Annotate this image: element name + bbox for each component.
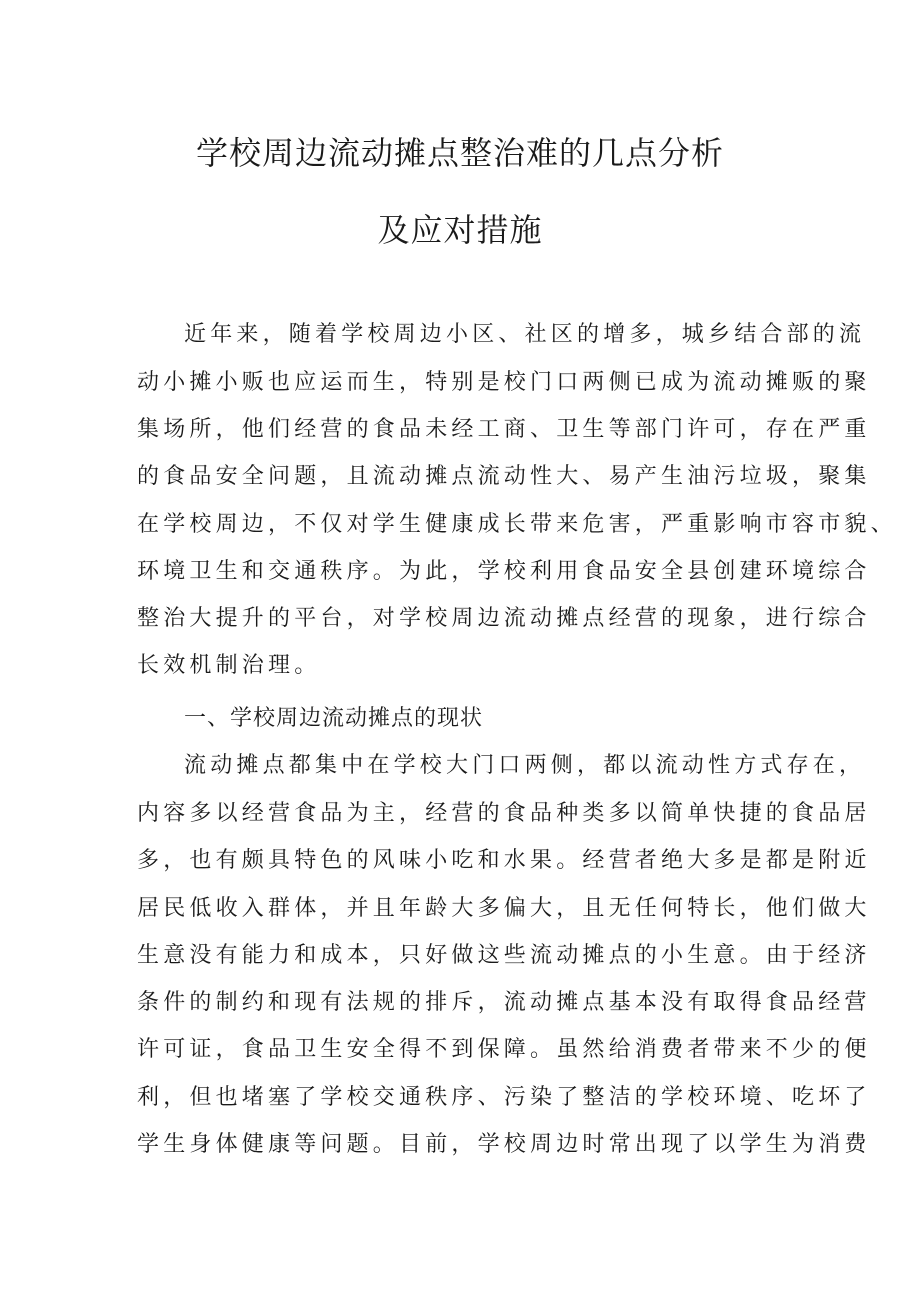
- paragraph-1-line: 在学校周边，不仅对学生健康成长带来危害，严重影响市容市貌、: [137, 512, 897, 537]
- paragraph-2-line: 居民低收入群体，并且年龄大多偏大，且无任何特长，他们做大: [137, 896, 871, 921]
- paragraph-2-line: 利，但也堵塞了学校交通秩序、污染了整洁的学校环境、吃坏了: [137, 1085, 871, 1110]
- paragraph-2-line: 多，也有颇具特色的风味小吃和水果。经营者绝大多是都是附近: [137, 848, 871, 873]
- paragraph-1-line: 动小摊小贩也应运而生，特别是校门口两侧已成为流动摊贩的聚: [137, 370, 871, 395]
- paragraph-2-line: 内容多以经营食品为主，经营的食品种类多以简单快捷的食品居: [137, 801, 871, 826]
- paragraph-1-line: 的食品安全问题，且流动摊点流动性大、易产生油污垃圾，聚集: [137, 464, 871, 489]
- document-title-line-2: 及应对措施: [377, 211, 543, 249]
- section-heading: 一、学校周边流动摊点的现状: [184, 706, 484, 731]
- paragraph-1-line: 近年来，随着学校周边小区、社区的增多，城乡结合部的流: [184, 322, 866, 347]
- paragraph-1-line: 环境卫生和交通秩序。为此，学校利用食品安全县创建环境综合: [137, 559, 871, 584]
- paragraph-2-line: 流动摊点都集中在学校大门口两侧，都以流动性方式存在，: [184, 753, 866, 778]
- paragraph-1-line: 集场所，他们经营的食品未经工商、卫生等部门许可，存在严重: [137, 417, 871, 442]
- paragraph-2-line: 学生身体健康等问题。目前，学校周边时常出现了以学生为消费: [137, 1132, 871, 1157]
- document-title-line-1: 学校周边流动摊点整治难的几点分析: [195, 134, 724, 172]
- paragraph-2-line: 许可证，食品卫生安全得不到保障。虽然给消费者带来不少的便: [137, 1037, 871, 1062]
- paragraph-1-line: 长效机制治理。: [137, 653, 321, 678]
- paragraph-2-line: 条件的制约和现有法规的排斥，流动摊点基本没有取得食品经营: [137, 990, 871, 1015]
- paragraph-2-line: 生意没有能力和成本，只好做这些流动摊点的小生意。由于经济: [137, 943, 871, 968]
- paragraph-1-line: 整治大提升的平台，对学校周边流动摊点经营的现象，进行综合: [137, 606, 871, 631]
